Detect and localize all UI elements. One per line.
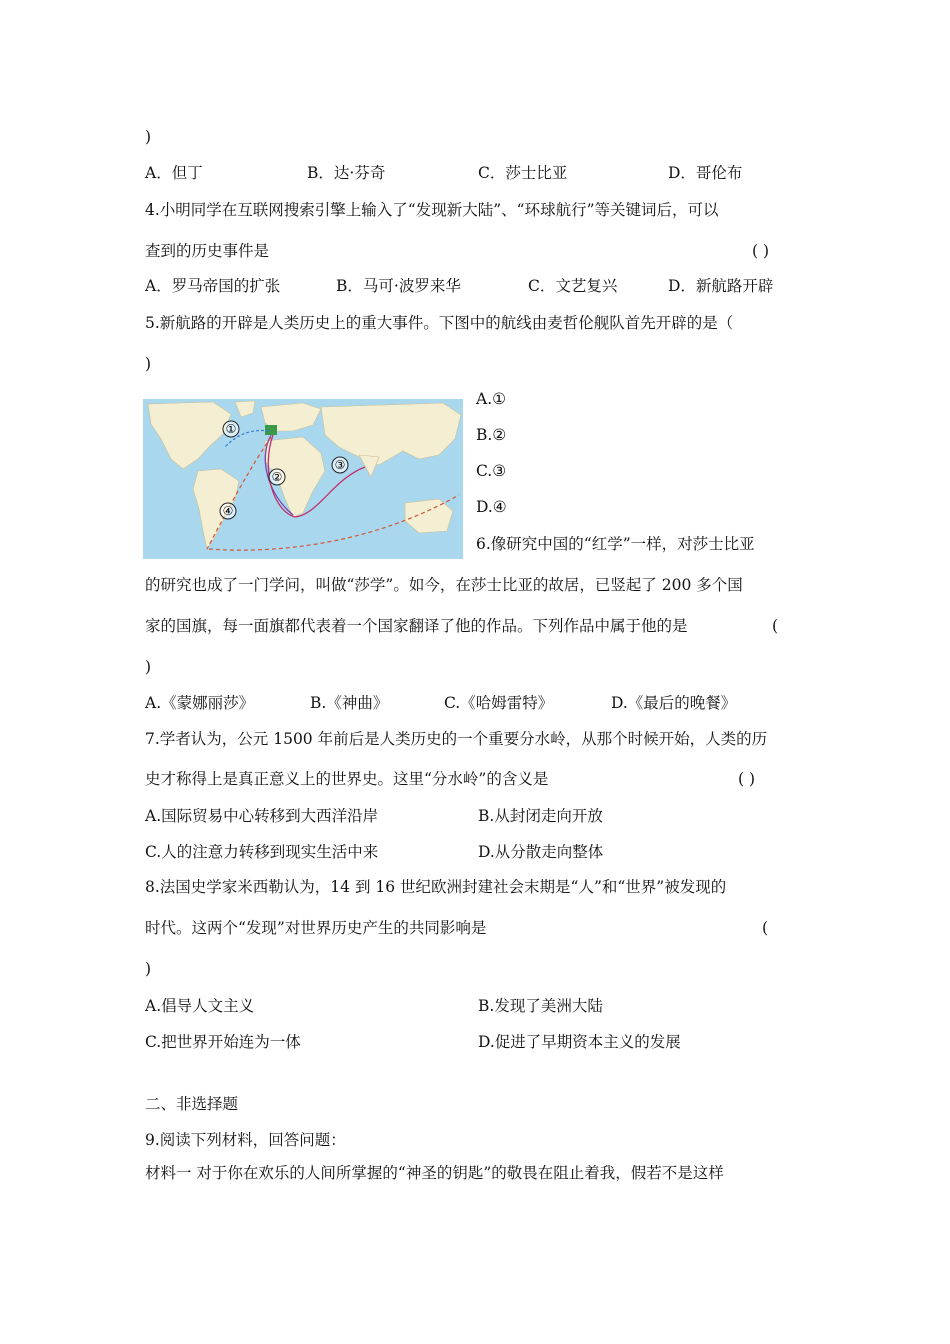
iberia-highlight bbox=[265, 425, 277, 435]
q5-paren-close: ) bbox=[145, 355, 152, 373]
q4-option-b[interactable]: B．马可·波罗来华 bbox=[336, 277, 461, 295]
q5-option-d[interactable]: D.④ bbox=[476, 498, 507, 516]
q4-option-a[interactable]: A．罗马帝国的扩张 bbox=[145, 277, 281, 295]
q3-option-b[interactable]: B．达·芬奇 bbox=[307, 164, 386, 182]
route-label-3: ③ bbox=[334, 458, 346, 472]
q4-stem-line1: 4.小明同学在互联网搜索引擎上输入了“发现新大陆”、“环球航行”等关键词后，可以 bbox=[145, 201, 719, 219]
q6-option-b[interactable]: B.《神曲》 bbox=[310, 694, 389, 712]
q7-answer-paren: ( ) bbox=[738, 770, 756, 788]
route-label-1: ① bbox=[225, 422, 237, 436]
q8-stem-line1: 8.法国史学家米西勒认为，14 到 16 世纪欧洲封建社会末期是“人”和“世界”被发现的 bbox=[145, 878, 727, 896]
q8-option-b[interactable]: B.发现了美洲大陆 bbox=[478, 997, 603, 1015]
route-label-2: ② bbox=[271, 470, 283, 484]
route-label-4: ④ bbox=[222, 504, 234, 518]
q3-option-c[interactable]: C．莎士比亚 bbox=[478, 164, 568, 182]
q7-stem-line1: 7.学者认为，公元 1500 年前后是人类历史的一个重要分水岭，从那个时候开始，人类的历 bbox=[145, 730, 768, 748]
q6-option-d[interactable]: D.《最后的晚餐》 bbox=[611, 694, 737, 712]
q4-option-c[interactable]: C．文艺复兴 bbox=[528, 277, 618, 295]
q8-stem-line2: 时代。这两个“发现”对世界历史产生的共同影响是 bbox=[145, 919, 487, 937]
q8-option-d[interactable]: D.促进了早期资本主义的发展 bbox=[478, 1033, 681, 1051]
q5-option-a[interactable]: A.① bbox=[476, 390, 507, 408]
q8-paren-close: ) bbox=[145, 960, 152, 978]
q8-option-a[interactable]: A.倡导人文主义 bbox=[145, 997, 255, 1015]
q7-option-a[interactable]: A.国际贸易中心转移到大西洋沿岸 bbox=[145, 807, 379, 825]
q7-option-c[interactable]: C.人的注意力转移到现实生活中来 bbox=[145, 843, 379, 861]
q6-paren-open: ( bbox=[772, 617, 779, 635]
q5-stem-line1: 5.新航路的开辟是人类历史上的重大事件。下图中的航线由麦哲伦舰队首先开辟的是（ bbox=[145, 314, 734, 332]
q5-option-c[interactable]: C.③ bbox=[476, 462, 507, 480]
q3-paren-close: ) bbox=[145, 128, 152, 146]
section-title: 二、非选择题 bbox=[145, 1095, 239, 1113]
q4-option-d[interactable]: D．新航路开辟 bbox=[668, 277, 774, 295]
q7-option-b[interactable]: B.从封闭走向开放 bbox=[478, 807, 603, 825]
q4-answer-paren: ( ) bbox=[752, 242, 770, 260]
q3-option-a[interactable]: A．但丁 bbox=[145, 164, 203, 182]
q8-option-c[interactable]: C.把世界开始连为一体 bbox=[145, 1033, 301, 1051]
q7-option-d[interactable]: D.从分散走向整体 bbox=[478, 843, 604, 861]
material-one: 材料一 对于你在欢乐的人间所掌握的“神圣的钥匙”的敬畏在阻止着我，假若不是这样 bbox=[145, 1164, 724, 1182]
q8-paren-open: ( bbox=[762, 919, 769, 937]
q6-stem-line2: 的研究也成了一门学问，叫做“莎学”。如今，在莎士比亚的故居，已竖起了 200 多个国 bbox=[145, 576, 743, 594]
q6-option-a[interactable]: A.《蒙娜丽莎》 bbox=[145, 694, 255, 712]
q6-stem-line1: 6.像研究中国的“红学”一样，对莎士比亚 bbox=[476, 535, 755, 553]
q4-stem-line2: 查到的历史事件是 bbox=[145, 242, 270, 260]
q6-paren-close: ) bbox=[145, 658, 152, 676]
q6-stem-line3: 家的国旗，每一面旗都代表着一个国家翻译了他的作品。下列作品中属于他的是 bbox=[145, 617, 688, 635]
q3-option-d[interactable]: D．哥伦布 bbox=[668, 164, 743, 182]
q5-option-b[interactable]: B.② bbox=[476, 426, 507, 444]
q9-stem: 9.阅读下列材料，回答问题： bbox=[145, 1131, 346, 1149]
q7-stem-line2: 史才称得上是真正意义上的世界史。这里“分水岭”的含义是 bbox=[145, 770, 549, 788]
voyage-route-map bbox=[143, 399, 463, 559]
q6-option-c[interactable]: C.《哈姆雷特》 bbox=[444, 694, 554, 712]
